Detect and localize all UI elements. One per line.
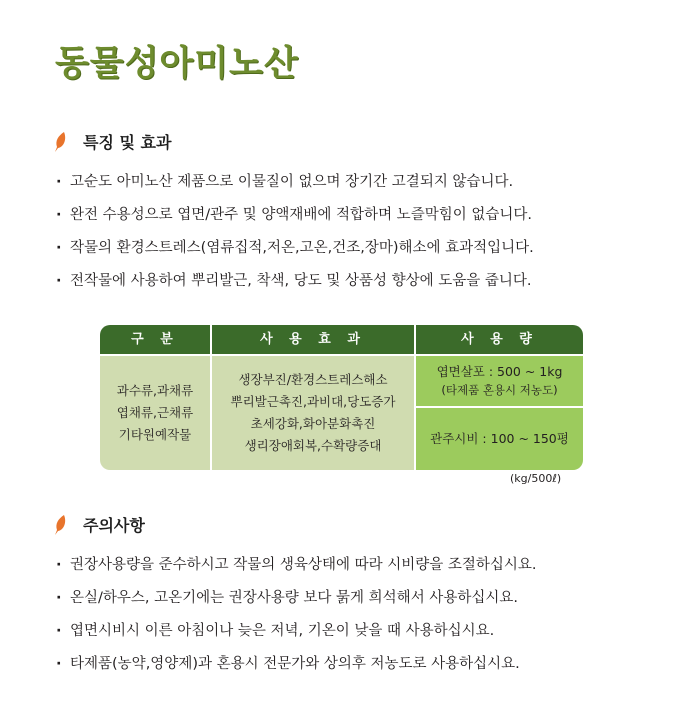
- features-heading: [55, 130, 171, 153]
- cautions-heading: [55, 513, 145, 536]
- list-item: · 작물의 환경스트레스(염류집적,저온,고온,건조,장마)해소에 효과적입니다.: [56, 240, 534, 256]
- unit-label: (kg/500ℓ): [510, 472, 562, 485]
- usage-table: [100, 325, 583, 470]
- usage-foliar-cell: 엽면살포 : 500 ~ 1kg (타제품 혼용시 저농도): [416, 356, 583, 406]
- list-item: · 완전 수용성으로 엽면/관주 및 양액재배에 적합하며 노즐막힘이 없습니다.: [56, 207, 532, 223]
- list-item: · 고순도 아미노산 제품으로 이물질이 없으며 장기간 고결되지 않습니다.: [56, 174, 514, 190]
- list-item: · 엽면시비시 이른 아침이나 늦은 저녁, 기온이 낮을 때 사용하십시요.: [56, 623, 495, 639]
- list-item: · 전작물에 사용하여 뿌리발근, 착색, 당도 및 상품성 향상에 도움을 줍니다.: [56, 273, 532, 289]
- cautions-list: [56, 549, 536, 681]
- category-cell: 과수류,과채류 엽채류,근채류 기타원예작물: [100, 356, 210, 470]
- list-item: · 타제품(농약,영양제)과 혼용시 전문가와 상의후 저농도로 사용하십시요.: [56, 656, 520, 672]
- effects-cell: 생장부진/환경스트레스해소 뿌리발근촉진,과비대,당도증가 초세강화,화아분화촉진 생리장애회복,수확량증대: [212, 356, 414, 470]
- list-item: · 온실/하우스, 고온기에는 권장사용량 보다 묽게 희석해서 사용하십시요.: [56, 590, 518, 606]
- header-effect: 사 용 효 과: [212, 325, 414, 354]
- cautions-title: 주의사항: [83, 516, 145, 535]
- leaf-icon: [55, 515, 67, 535]
- features-title: 특징 및 효과: [83, 133, 172, 152]
- page-title: 동물성아미노산: [55, 44, 299, 84]
- usage-drench-cell: 관주시비 : 100 ~ 150평: [416, 408, 583, 470]
- leaf-icon: [55, 132, 67, 152]
- header-usage: 사 용 량: [416, 325, 583, 354]
- header-category: 구 분: [100, 325, 210, 354]
- list-item: · 권장사용량을 준수하시고 작물의 생육상태에 따라 시비량을 조절하십시요.: [56, 557, 537, 573]
- features-list: [56, 166, 534, 298]
